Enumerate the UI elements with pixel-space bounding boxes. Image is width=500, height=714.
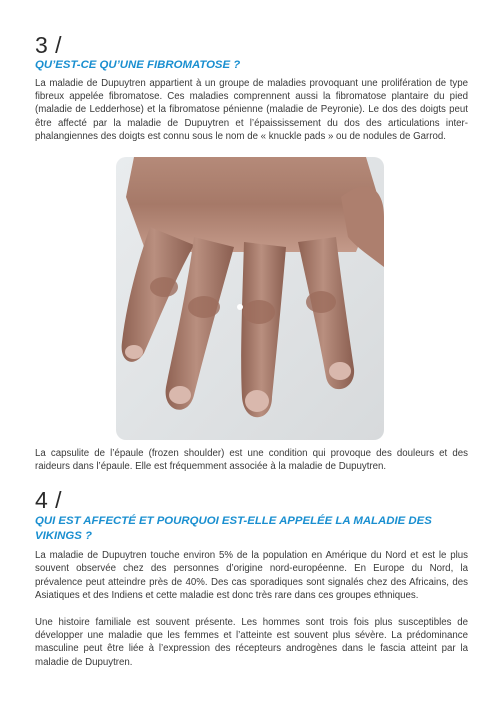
hand-illustration (116, 157, 384, 440)
section-body-paragraph-2: Une histoire familiale est souvent présente. Les hommes sont trois fois plus susceptibles de développer une maladie que les femmes et l’atteinte est souvent plus sévère. La prédominance masculine peut être liée à l’expression des récepteurs androgènes dans le fascia atteint par la maladie de Dupuytren. (35, 616, 468, 668)
section-number: 3 / (35, 32, 63, 58)
section-body-paragraph-1: La maladie de Dupuytren touche environ 5% de la population en Amérique du Nord et est le plus souvent observée chez des personnes d’origine nord-européenne. En Europe du Nord, la prévalence peut atteindre près de 40%. Des cas sporadiques sont signalés chez des Africains, des Asiatiques et des Indiens et cette maladie est donc très rare dans ces groupes ethniques. (35, 550, 468, 602)
section-3 (35, 33, 468, 144)
hand-photo (116, 157, 384, 440)
section-number: 4 / (35, 487, 63, 513)
section-title: QU’EST-CE QU’UNE FIBROMATOSE ? (35, 59, 241, 71)
photo-caption: La capsulite de l’épaule (frozen shoulder) est une condition qui provoque des douleurs et des raideurs dans l’épaule. Elle est fréquemment associée à la maladie de Dupuytren. (35, 448, 468, 473)
section-title: QUI EST AFFECTÉ ET POURQUOI EST-ELLE APPELÉE LA MALADIE DES VIKINGS ? (35, 515, 432, 542)
section-body: La maladie de Dupuytren appartient à un groupe de maladies provoquant une prolifération de type fibreux appelée fibromatose. Ces maladies comprennent aussi la fibromatose plantaire du pied (maladie de Ledderhose) et la fibromatose pénienne (maladie de Peyronie). Le dos des doigts peut être affecté par la maladie de Dupuytren et l’épaississement du dos des articulations inter-phalangiennes des doigts est connu sous le nom de « knuckle pads » ou de nodules de Garrod. (35, 77, 468, 143)
section-4 (35, 488, 468, 669)
